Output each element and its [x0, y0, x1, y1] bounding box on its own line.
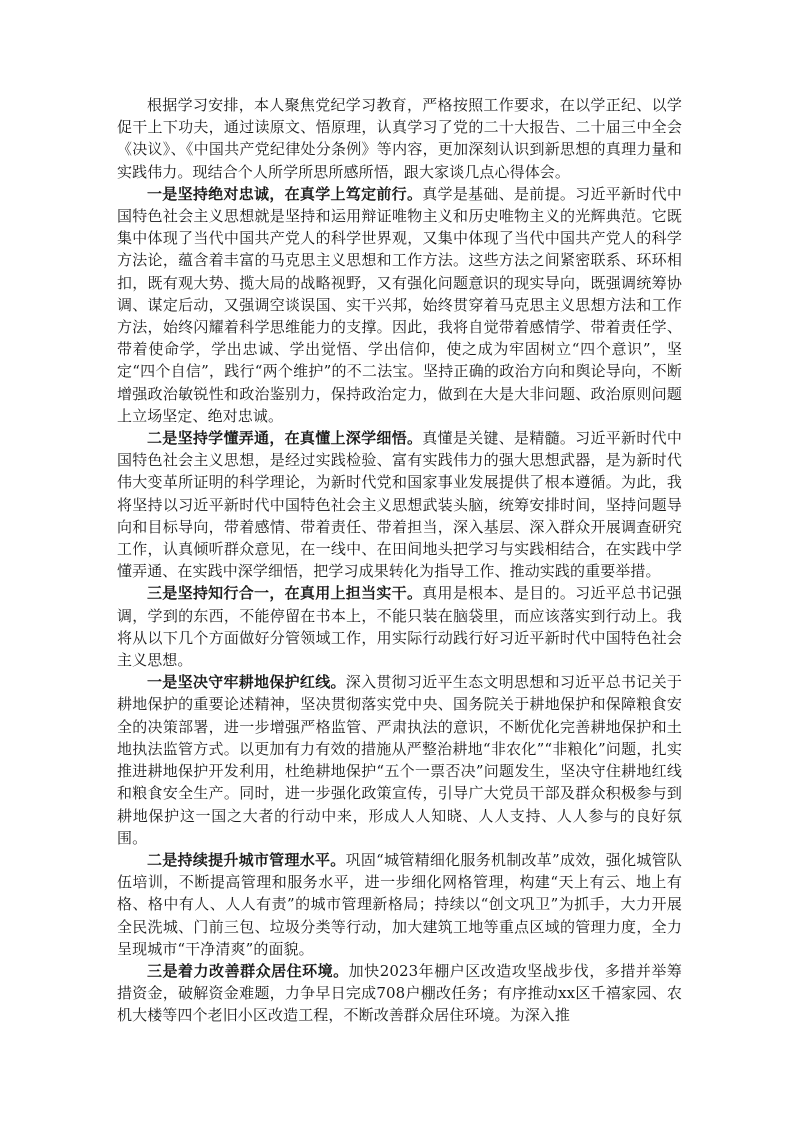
paragraph-lead: 一是坚决守牢耕地保护红线。 [147, 673, 346, 692]
paragraph-loyalty [117, 183, 682, 427]
paragraph-city-management [117, 849, 682, 960]
paragraph-housing [117, 960, 682, 1027]
paragraph-farmland [117, 671, 682, 849]
paragraph-lead: 二是持续提升城市管理水平。 [147, 850, 346, 869]
paragraph-text: 真用是根本、是目的。习近平总书记强调，学到的东西，不能停留在书本上，不能只装在脑袋里，而应该落实到行动上。我将从以下几个方面做好分管领域工作，用实际行动践行好习近平新时代中国特色社会主义思想。 [117, 584, 683, 670]
paragraph-text: 巩固“城管精细化服务机制改革”成效，强化城管队伍培训，不断提高管理和服务水平，进一步细化网格管理，构建“天上有云、地上有格、格中有人、人人有责”的城市管理新格局；持续以“创文巩卫”为抓手，大力开展全民洗城、门前三包、垃圾分类等行动，加大建筑工地等重点区域的管理力度，全力呈现城市“干净清爽”的面貌。 [117, 850, 683, 958]
paragraph-understanding [117, 427, 682, 582]
paragraph-text: 根据学习安排，本人聚焦党纪学习教育，严格按照工作要求，在以学正纪、以学促干上下功夫，通过读原文、悟原理，认真学习了党的二十大报告、二十届三中全会《决议》、《中国共产党纪律处分条例》等内容，更加深刻认识到新思想的真理力量和实践伟力。现结合个人所学所思所感所悟，跟大家谈几点心得体会。 [117, 96, 682, 181]
paragraph-lead: 三是坚持知行合一，在真用上担当实干。 [147, 584, 423, 603]
paragraph-text: 加快2023年棚户区改造攻坚战步伐，多措并举筹措资金，破解资金难题，力争早日完成708户棚改任务；有序推动xx区千禧家园、农机大楼等四个老旧小区改造工程，不断改善群众居住环境。为深入推 [117, 961, 682, 1025]
paragraph-text: 真懂是关键、是精髓。习近平新时代中国特色社会主义思想，是经过实践检验、富有实践伟力的强大思想武器，是为新时代伟大变革所证明的科学理论，为新时代党和国家事业发展提供了根本遵循。为此，我将坚持以习近平新时代中国特色社会主义思想武装头脑，统筹安排时间，坚持问题导向和目标导向，带着感情、带着责任、带着担当，深入基层、深入群众开展调查研究工作，认真倾听群众意见，在一线中、在田间地头把学习与实践相结合，在实践中学懂弄通、在实践中深学细悟，把学习成果转化为指导工作、推动实践的重要举措。 [117, 429, 683, 581]
paragraph-text: 深入贯彻习近平生态文明思想和习近平总书记关于耕地保护的重要论述精神，坚决贯彻落实党中央、国务院关于耕地保护和保障粮食安全的决策部署，进一步增强严格监管、严肃执法的意识，不断优化完善耕地保护和土地执法监管方式。以更加有力有效的措施从严整治耕地“非农化”“非粮化”问题，扎实推进耕地保护开发利用，杜绝耕地保护“五个一票否决”问题发生，坚决守住耕地红线和粮食安全生产。同时，进一步强化政策宣传，引导广大党员干部及群众积极参与到耕地保护这一国之大者的行动中来，形成人人知晓、人人支持、人人参与的良好氛围。 [117, 673, 682, 847]
paragraph-text: 真学是基础、是前提。习近平新时代中国特色社会主义思想就是坚持和运用辩证唯物主义和历史唯物主义的光辉典范。它既集中体现了当代中国共产党人的科学世界观，又集中体现了当代中国共产党人的科学方法论，蕴含着丰富的马克思主义思想和工作方法。这些方法之间紧密联系、环环相扣，既有观大势、揽大局的战略视野，又有强化问题意识的现实导向，既强调统筹协调、谋定后动，又强调空谈误国、实干兴邦，始终贯穿着马克思主义思想方法和工作方法，始终闪耀着科学思维能力的支撑。因此，我将自觉带着感情学、带着责任学、带着使命学，学出忠诚、学出觉悟、学出信仰，使之成为牢固树立“四个意识”，坚定“四个自信”，践行“两个维护”的不二法宝。坚持正确的政治方向和舆论导向，不断增强政治敏锐性和政治鉴别力，保持政治定力，做到在大是大非问题、政治原则问题上立场坚定、绝对忠诚。 [117, 184, 683, 425]
document-page [117, 94, 682, 1027]
paragraph-lead: 三是着力改善群众居住环境。 [147, 961, 349, 980]
paragraph-lead: 一是坚持绝对忠诚，在真学上笃定前行。 [147, 184, 423, 203]
paragraph-lead: 二是坚持学懂弄通，在真懂上深学细悟。 [147, 429, 423, 448]
paragraph-intro [117, 94, 682, 183]
paragraph-practice [117, 582, 682, 671]
